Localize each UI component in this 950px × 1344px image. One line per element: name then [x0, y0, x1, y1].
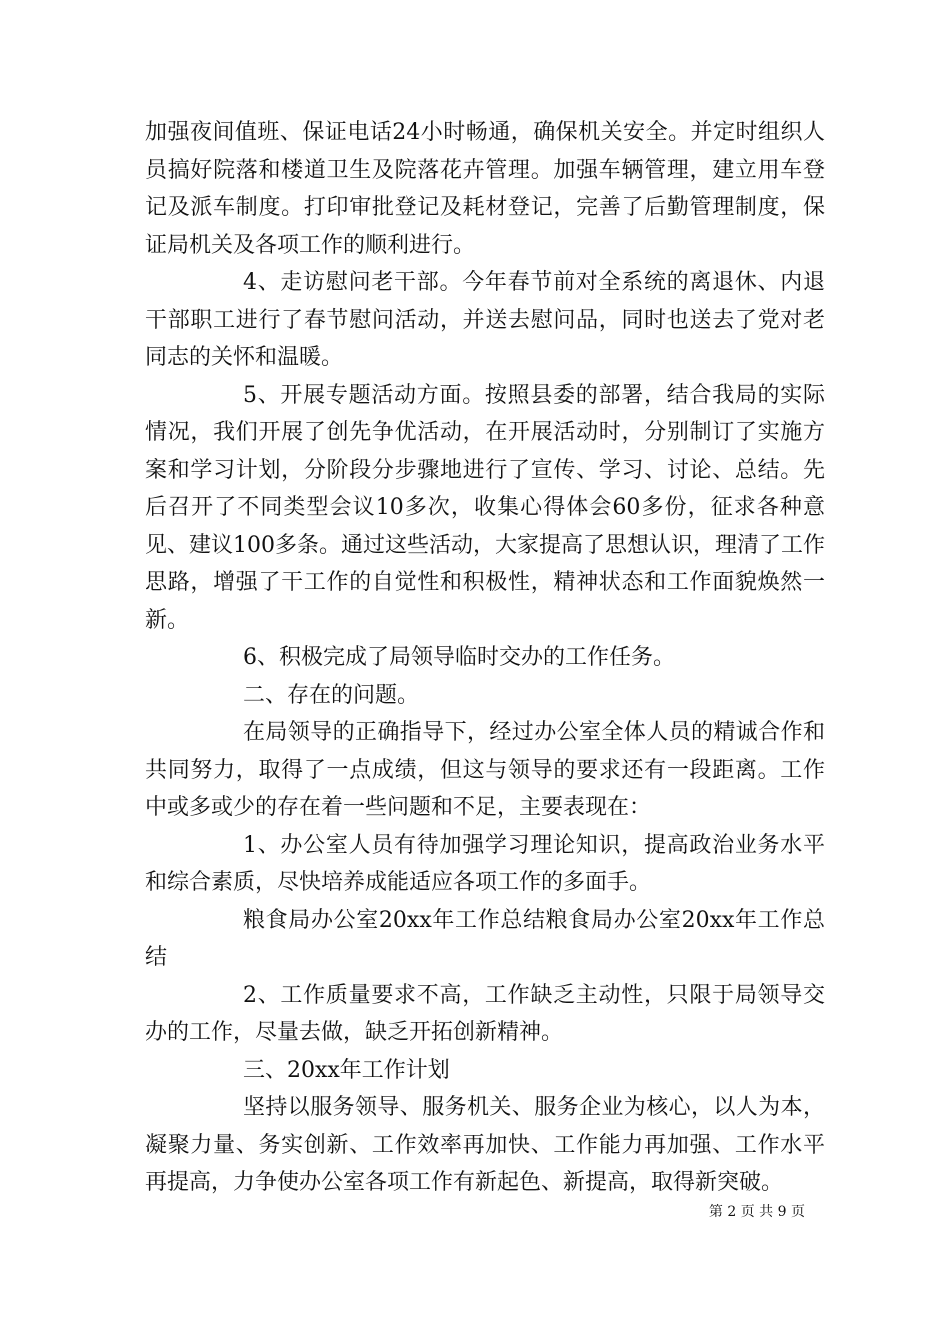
document-body — [145, 114, 825, 1202]
paragraph-6: 在局领导的正确指导下，经过办公室全体人员的精诚合作和共同努力，取得了一点成绩，但这与领导的要求还有一段距离。工作中或多或少的存在着一些问题和不足，主要表现在： — [145, 720, 825, 820]
paragraph-1: 加强夜间值班、保证电话24小时畅通，确保机关安全。并定时组织人员搞好院落和楼道卫生及院落花卉管理。加强车辆管理，建立用车登记及派车制度。打印审批登记及耗材登记，完善了后勤管理制度，保证局机关及各项工作的顺利进行。 — [145, 120, 825, 258]
paragraph-3: 5、开展专题活动方面。按照县委的部署，结合我局的实际情况，我们开展了创先争优活动，在开展活动时，分别制订了实施方案和学习计划，分阶段分步骤地进行了宣传、学习、讨论、总结。先后召开了不同类型会议10多次，收集心得体会60多份，征求各种意见、建议100多条。通过这些活动，大家提高了思想认识，理清了工作思路，增强了干工作的自觉性和积极性，精神状态和工作面貌焕然一新。 — [145, 382, 825, 633]
paragraph-9: 2、工作质量要求不高，工作缺乏主动性，只限于局领导交办的工作，尽量去做，缺乏开拓创新精神。 — [145, 982, 825, 1045]
paragraph-2: 4、走访慰问老干部。今年春节前对全系统的离退休、内退干部职工进行了春节慰问活动，并送去慰问品，同时也送去了党对老同志的关怀和温暖。 — [145, 270, 825, 370]
paragraph-11: 坚持以服务领导、服务机关、服务企业为核心，以人为本，凝聚力量、务实创新、工作效率再加快、工作能力再加强、工作水平再提高，力争使办公室各项工作有新起色、新提高，取得新突破。 — [145, 1095, 825, 1195]
paragraph-7: 1、办公室人员有待加强学习理论知识，提高政治业务水平和综合素质，尽快培养成能适应各项工作的多面手。 — [145, 832, 825, 895]
page-number-footer: 第 2 页 共 9 页 — [708, 1204, 805, 1220]
paragraph-8: 粮食局办公室20xx年工作总结粮食局办公室20xx年工作总结 — [145, 907, 825, 970]
section-heading-problems: 二、存在的问题。 — [243, 682, 420, 708]
section-heading-plan: 三、20xx年工作计划 — [243, 1057, 450, 1083]
paragraph-4: 6、积极完成了局领导临时交办的工作任务。 — [243, 645, 675, 670]
